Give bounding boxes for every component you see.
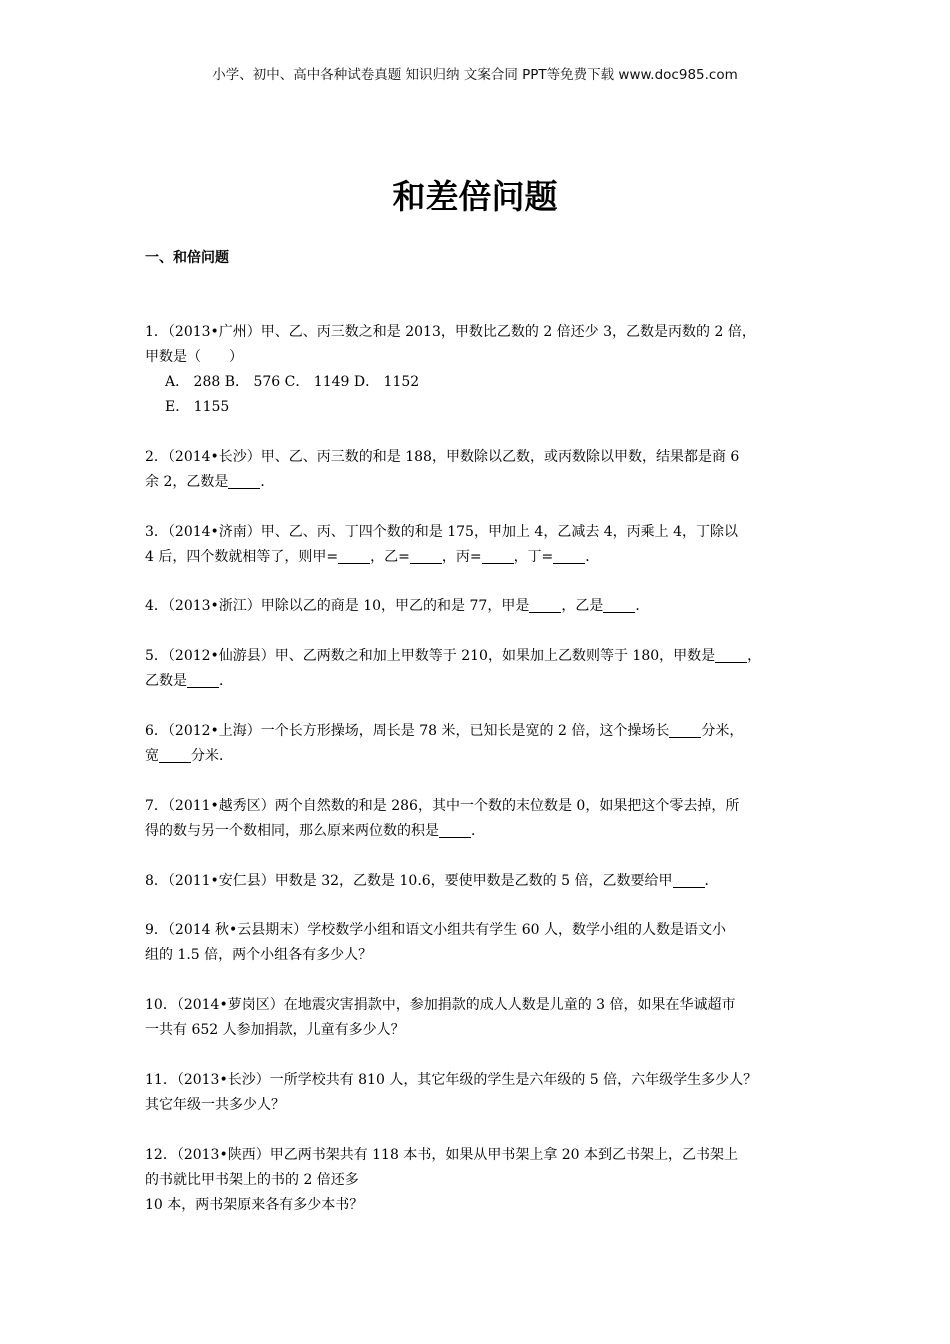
answer-blank[interactable]	[159, 746, 191, 763]
question-2-line-2	[145, 470, 815, 495]
question-6-text-b: 分米，	[701, 723, 744, 739]
question-2-text-b: ．	[260, 474, 275, 490]
question-1-options: A． 288 B． 576 C． 1149 D． 1152	[165, 374, 420, 390]
answer-blank[interactable]	[529, 596, 561, 613]
question-12-line-3: 10 本，两书架原来各有多少本书？	[145, 1197, 364, 1213]
question-12-line-1: 12．（2013•陕西）甲乙两书架共有 118 本书，如果从甲书架上拿 20 本到乙书架上，乙书架上	[145, 1147, 739, 1163]
question-6-line-1	[145, 719, 815, 744]
question-4-line-1	[145, 594, 815, 619]
question-1-line-1: 1．（2013•广州）甲、乙、丙三数之和是 2013，甲数比乙数的 2 倍还少 3，乙数是丙数的 2 倍，	[145, 324, 756, 340]
question-1-option-e: E． 1155	[165, 399, 230, 415]
question-8-text-a: 8．（2011•安仁县）甲数是 32，乙数是 10.6，要使甲数是乙数的 5 倍，乙数要给甲	[145, 873, 673, 889]
question-4-text-a: 4．（2013•浙江）甲除以乙的商是 10，甲乙的和是 77，甲是	[145, 598, 530, 614]
question-4-text-b: ，乙是	[561, 598, 604, 614]
question-1-line-2: 甲数是（ ）	[145, 349, 243, 365]
question-2	[145, 445, 815, 495]
question-3-line-2	[145, 545, 815, 570]
question-9	[145, 918, 815, 968]
question-2-text-a: 余 2，乙数是	[145, 474, 229, 490]
answer-blank[interactable]	[673, 871, 705, 888]
question-11-line-2: 其它年级一共多少人？	[145, 1097, 285, 1113]
question-8	[145, 869, 815, 894]
question-3-text-b: ，乙=	[370, 549, 410, 565]
question-3-line-1: 3．（2014•济南）甲、乙、丙、丁四个数的和是 175，甲加上 4，乙减去 4，丙乘上 4，丁除以	[145, 524, 739, 540]
question-5-line-2	[145, 669, 815, 694]
page-title: 和差倍问题	[392, 177, 558, 216]
question-5-line-1	[145, 644, 815, 669]
question-3-text-a: 4 后，四个数就相等了，则甲=	[145, 549, 339, 565]
question-11	[145, 1068, 815, 1118]
question-1	[145, 320, 815, 420]
question-3-text-d: ，丁=	[513, 549, 554, 565]
question-2-line-1: 2．（2014•长沙）甲、乙、丙三数的和是 188，甲数除以乙数，或丙数除以甲数，结果都是商 6	[145, 449, 740, 465]
question-5	[145, 644, 815, 694]
question-6-line-2	[145, 744, 815, 769]
question-7	[145, 794, 815, 844]
question-8-line-1	[145, 869, 815, 894]
question-9-line-2: 组的 1.5 倍，两个小组各有多少人？	[145, 947, 373, 963]
answer-blank[interactable]	[187, 671, 219, 688]
section-heading: 一、和倍问题	[145, 250, 229, 266]
page-header: 小学、初中、高中各种试卷真题 知识归纳 文案合同 PPT等免费下载 www.doc985.com	[212, 67, 738, 83]
answer-blank[interactable]	[410, 547, 442, 564]
answer-blank[interactable]	[228, 472, 260, 489]
question-12	[145, 1143, 815, 1218]
question-6-text-a: 6．（2012•上海）一个长方形操场，周长是 78 米，已知长是宽的 2 倍，这个操场长	[145, 723, 670, 739]
question-4-text-c: ．	[635, 598, 650, 614]
question-4	[145, 594, 815, 619]
question-6-text-d: 分米．	[191, 748, 233, 764]
question-11-line-1: 11．（2013•长沙）一所学校共有 810 人，其它年级的学生是六年级的 5 倍，六年级学生多少人？	[145, 1072, 758, 1088]
question-6	[145, 719, 815, 769]
answer-blank[interactable]	[482, 547, 514, 564]
question-5-text-a: 5．（2012•仙游县）甲、乙两数之和加上甲数等于 210，如果加上乙数则等于 180，甲数是	[145, 648, 716, 664]
question-10-line-2: 一共有 652 人参加捐款，儿童有多少人？	[145, 1022, 405, 1038]
answer-blank[interactable]	[553, 547, 585, 564]
question-7-text-b: ．	[471, 823, 485, 839]
question-3-text-c: ，丙=	[441, 549, 482, 565]
question-5-text-b: ，	[747, 648, 762, 664]
question-7-line-1: 7．（2011•越秀区）两个自然数的和是 286，其中一个数的末位数是 0，如果把这个零去掉，所	[145, 798, 740, 814]
question-12-line-2: 的书就比甲书架上的书的 2 倍还多	[145, 1172, 359, 1188]
answer-blank[interactable]	[715, 646, 747, 663]
answer-blank[interactable]	[338, 547, 370, 564]
question-3	[145, 520, 815, 570]
answer-blank[interactable]	[669, 721, 701, 738]
question-7-text-a: 得的数与另一个数相同，那么原来两位数的积是	[145, 823, 439, 839]
question-8-text-b: ．	[704, 873, 719, 889]
question-10	[145, 993, 815, 1043]
answer-blank[interactable]	[603, 596, 635, 613]
question-7-line-2	[145, 819, 815, 844]
answer-blank[interactable]	[439, 821, 471, 838]
question-3-text-e: ．	[585, 549, 600, 565]
question-5-text-d: ．	[219, 673, 233, 689]
question-5-text-c: 乙数是	[145, 673, 187, 689]
question-6-text-c: 宽	[145, 748, 159, 764]
question-9-line-1: 9．（2014 秋•云县期末）学校数学小组和语文小组共有学生 60 人，数学小组的人数是语文小	[145, 922, 726, 938]
question-10-line-1: 10．（2014•萝岗区）在地震灾害捐款中，参加捐款的成人人数是儿童的 3 倍，如果在华诚超市	[145, 997, 736, 1013]
